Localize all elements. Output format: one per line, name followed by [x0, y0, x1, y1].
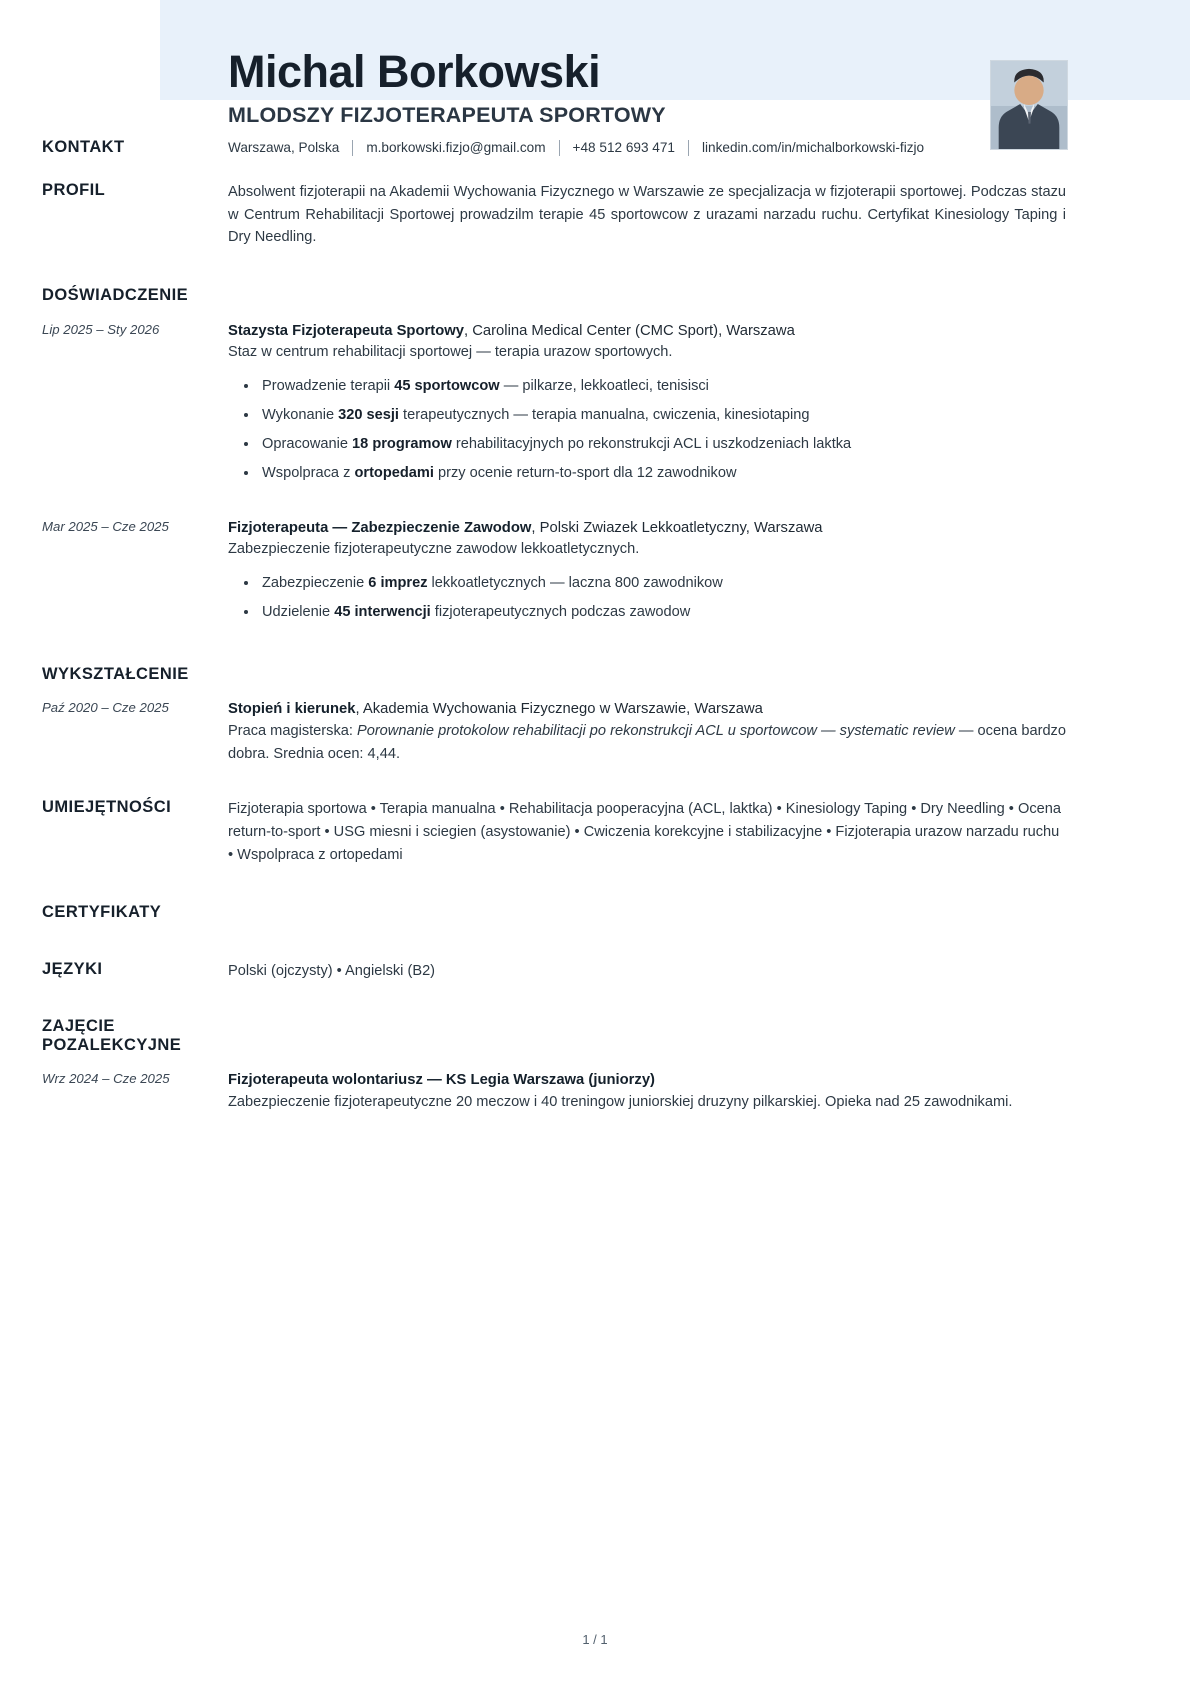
list-item [262, 404, 1066, 426]
section-label-experience [42, 286, 228, 305]
experience-title-line [228, 320, 1066, 342]
contact-separator-icon [559, 140, 560, 156]
bullet-pre: Wspolpraca z [262, 465, 355, 482]
profile-text: Absolwent fizjoterapii na Akademii Wychowania Fizycznego w Warszawie ze specjalizacja w fizjoterapii sportowej. Podczas stazu w Centrum Rehabilitacji Sportowej prowadzilm terapie 45 sportowcow z urazami narzadu ruchu. Certyfikat Kinesiology Taping i Dry Needling. [228, 183, 1066, 246]
bullet-strong: 45 interwencji [334, 603, 431, 620]
section-label-certificates [42, 903, 228, 922]
education-degree: Stopień i kierunek [228, 701, 356, 717]
certificates-heading: CERTYFIKATY [42, 903, 162, 922]
section-label-languages [42, 960, 228, 979]
languages-content [228, 960, 1066, 983]
bullet-post: lekkoatletycznych — laczna 800 zawodnikow [427, 574, 723, 591]
bullet-post: fizjoterapeutycznych podczas zawodow [430, 603, 691, 620]
section-languages [0, 960, 1190, 983]
section-experience-heading [0, 286, 1190, 305]
section-skills [0, 798, 1190, 866]
section-extracurricular-heading [0, 1017, 1190, 1055]
experience-dates-column [42, 320, 228, 340]
experience-heading: DOŚWIADCZENIE [42, 285, 189, 304]
bullet-post: przy ocenie return-to-sport dla 12 zawodnikow [433, 465, 737, 482]
contact-location: Warszawa, Polska [228, 139, 340, 155]
section-label-education [42, 665, 228, 684]
contact-separator-icon [688, 140, 689, 156]
extracurricular-dates-column [42, 1069, 228, 1089]
list-item [262, 433, 1066, 455]
section-profile [0, 181, 1190, 249]
experience-entry [0, 517, 1190, 630]
education-thesis-line [228, 720, 1066, 765]
languages-text: Polski (ojczysty) • Angielski (B2) [228, 963, 436, 980]
bullet-strong: 6 imprez [368, 574, 428, 591]
experience-bullet-list [228, 572, 1066, 623]
experience-entry-body [228, 517, 1066, 630]
education-heading: WYKSZTAŁCENIE [42, 665, 189, 683]
bullet-strong: 320 sesji [338, 407, 399, 424]
contact-email[interactable]: m.borkowski.fizjo@gmail.com [366, 139, 546, 155]
bullet-post: terapeutycznych — terapia manualna, cwiczenia, kinesiotaping [399, 407, 810, 424]
date-range: Mar 2025 – Cze 2025 [42, 518, 169, 534]
section-education-heading [0, 665, 1190, 684]
skills-text: Fizjoterapia sportowa • Terapia manualna • Rehabilitacja pooperacyjna (ACL, laktka) • Kinesiology Taping • Dry Needling • Ocena return-to-sport • USG miesni i sciegien (asystowanie) • Cwiczenia korekcyjne i stabilizacyjne • Fizjoterapia urazow narzadu ruchu • Wspolpraca z ortopedami [228, 801, 1061, 863]
bullet-pre: Udzielenie [262, 603, 335, 620]
bullet-strong: 45 sportowcow [394, 377, 500, 394]
contact-linkedin[interactable]: linkedin.com/in/michalborkowski-fizjo [701, 139, 925, 155]
experience-role: Fizjoterapeuta — Zabezpieczenie Zawodow [228, 519, 532, 536]
extracurricular-title-text: Fizjoterapeuta wolontariusz — KS Legia Warszawa (juniorzy) [228, 1071, 655, 1088]
date-range: Paź 2020 – Cze 2025 [42, 700, 169, 715]
bullet-post: rehabilitacyjnych po rekonstrukcji ACL i uszkodzeniach laktka [451, 436, 852, 453]
contact-phone[interactable]: +48 512 693 471 [572, 139, 675, 155]
education-title-line [228, 698, 1066, 720]
education-school: , Akademia Wychowania Fizycznego w Warszawie, Warszawa [355, 701, 763, 717]
experience-entry-body [228, 320, 1066, 492]
extracurricular-description: Zabezpieczenie fizjoterapeutyczne 20 meczow i 40 treningow juniorskiej druzyny pilkarskiej. Opieka nad 25 zawodnikami. [228, 1094, 1013, 1111]
experience-org: , Polski Zwiazek Lekkoatletyczny, Warszawa [531, 519, 823, 536]
experience-entry [0, 320, 1190, 492]
experience-summary: Staz w centrum rehabilitacji sportowej — terapia urazow sportowych. [228, 344, 673, 360]
section-label-profile [42, 181, 228, 200]
section-label-contact [42, 138, 228, 157]
avatar [990, 60, 1068, 150]
experience-dates-column [42, 517, 228, 537]
profile-content [228, 181, 1066, 249]
list-item [262, 462, 1066, 484]
list-item [262, 375, 1066, 397]
contact-line [228, 138, 1066, 158]
experience-role: Stazysta Fizjoterapeuta Sportowy [228, 322, 464, 339]
contact-separator-icon [352, 140, 353, 156]
page-indicator: 1 / 1 [582, 1632, 608, 1647]
section-certificates [0, 903, 1190, 922]
education-entry-body [228, 698, 1066, 765]
bullet-strong: ortopedami [354, 465, 434, 482]
date-range: Wrz 2024 – Cze 2025 [42, 1070, 170, 1086]
thesis-prefix: Praca magisterska: [228, 723, 357, 740]
profile-heading: PROFIL [42, 180, 106, 199]
bullet-pre: Opracowanie [262, 436, 353, 453]
education-dates-column [42, 698, 228, 718]
education-entry [0, 698, 1190, 765]
bullet-post: — pilkarze, lekkoatleci, tenisisci [499, 377, 709, 394]
skills-content [228, 798, 1066, 866]
extracurricular-entry-body [228, 1069, 1066, 1114]
bullet-pre: Wykonanie [262, 407, 339, 424]
skills-heading: UMIEJĘTNOŚCI [42, 798, 172, 817]
bullet-strong: 18 programow [352, 436, 452, 453]
section-label-skills [42, 798, 228, 817]
resume-header [0, 0, 1190, 128]
experience-bullet-list [228, 375, 1066, 485]
list-item [262, 572, 1066, 594]
extracurricular-heading: ZAJĘCIE POZALEKCYJNE [42, 1016, 182, 1054]
date-range: Lip 2025 – Sty 2026 [42, 321, 160, 337]
section-label-extracurricular [42, 1017, 228, 1055]
bullet-pre: Zabezpieczenie [262, 574, 369, 591]
experience-title-line [228, 517, 1066, 539]
contact-content [228, 138, 1066, 158]
thesis-suffix: — ocena bardzo dobra. Srednia ocen: 4,44. [228, 723, 1066, 762]
extracurricular-entry [0, 1069, 1190, 1114]
extracurricular-title [228, 1069, 1066, 1091]
contact-heading: KONTAKT [42, 137, 125, 156]
experience-summary: Zabezpieczenie fizjoterapeutyczne zawodow lekkoatletycznych. [228, 540, 640, 557]
portrait-icon [991, 61, 1067, 149]
languages-heading: JĘZYKI [42, 960, 103, 979]
thesis-title: Porownanie protokolow rehabilitacji po rekonstrukcji ACL u sportowcow — systematic review [356, 723, 955, 740]
job-title: MLODSZY FIZJOTERAPEUTA SPORTOWY [228, 102, 666, 127]
experience-org: , Carolina Medical Center (CMC Sport), Warszawa [463, 322, 795, 339]
list-item [262, 601, 1066, 623]
bullet-pre: Prowadzenie terapii [262, 377, 395, 394]
page-title: Michal Borkowski [228, 46, 601, 97]
